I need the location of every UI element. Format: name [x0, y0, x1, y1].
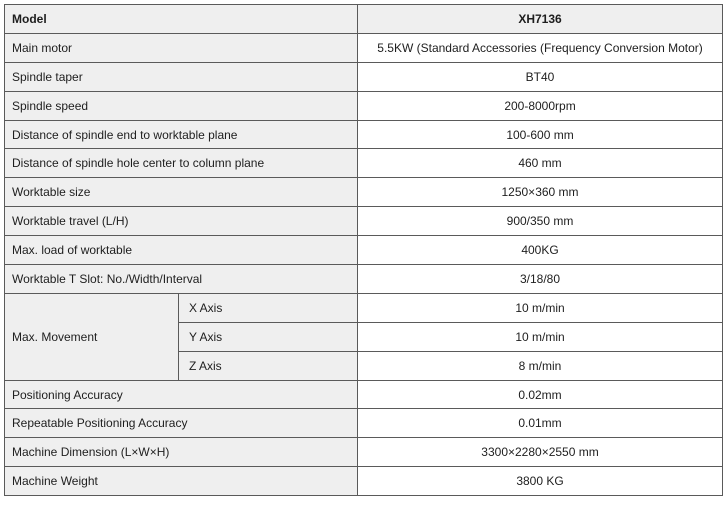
table-row — [5, 409, 723, 438]
row-value: 1250×360 mm — [358, 178, 723, 207]
table-row — [5, 178, 723, 207]
row-value: BT40 — [358, 62, 723, 91]
table-row — [5, 62, 723, 91]
row-label: Worktable travel (L/H) — [5, 207, 358, 236]
row-value: 900/350 mm — [358, 207, 723, 236]
table-row — [5, 120, 723, 149]
row-label: Repeatable Positioning Accuracy — [5, 409, 358, 438]
movement-group-label: Max. Movement — [5, 293, 179, 380]
row-value: 3800 KG — [358, 467, 723, 496]
axis-value-y: 10 m/min — [358, 322, 723, 351]
row-label: Worktable size — [5, 178, 358, 207]
table-row — [5, 236, 723, 265]
axis-label-z: Z Axis — [179, 351, 358, 380]
axis-label-x: X Axis — [179, 293, 358, 322]
table-row-movement-x — [5, 293, 723, 322]
table-row — [5, 33, 723, 62]
axis-label-y: Y Axis — [179, 322, 358, 351]
table-row — [5, 467, 723, 496]
header-label: Model — [5, 5, 358, 34]
header-value: XH7136 — [358, 5, 723, 34]
axis-value-x: 10 m/min — [358, 293, 723, 322]
spec-table — [4, 4, 723, 496]
row-value: 5.5KW (Standard Accessories (Frequency Conversion Motor) — [358, 33, 723, 62]
row-label: Distance of spindle end to worktable plane — [5, 120, 358, 149]
table-header-row — [5, 5, 723, 34]
row-label: Main motor — [5, 33, 358, 62]
row-label: Positioning Accuracy — [5, 380, 358, 409]
row-label: Max. load of worktable — [5, 236, 358, 265]
row-label: Spindle taper — [5, 62, 358, 91]
row-value: 460 mm — [358, 149, 723, 178]
row-value: 200-8000rpm — [358, 91, 723, 120]
row-value: 3300×2280×2550 mm — [358, 438, 723, 467]
row-value: 3/18/80 — [358, 265, 723, 294]
row-label: Distance of spindle hole center to column plane — [5, 149, 358, 178]
table-row — [5, 265, 723, 294]
row-label: Machine Weight — [5, 467, 358, 496]
axis-value-z: 8 m/min — [358, 351, 723, 380]
row-value: 100-600 mm — [358, 120, 723, 149]
row-value: 0.02mm — [358, 380, 723, 409]
row-label: Worktable T Slot: No./Width/Interval — [5, 265, 358, 294]
table-row — [5, 207, 723, 236]
table-row — [5, 91, 723, 120]
table-row — [5, 438, 723, 467]
row-label: Machine Dimension (L×W×H) — [5, 438, 358, 467]
row-value: 400KG — [358, 236, 723, 265]
row-value: 0.01mm — [358, 409, 723, 438]
table-row — [5, 149, 723, 178]
row-label: Spindle speed — [5, 91, 358, 120]
table-row — [5, 380, 723, 409]
